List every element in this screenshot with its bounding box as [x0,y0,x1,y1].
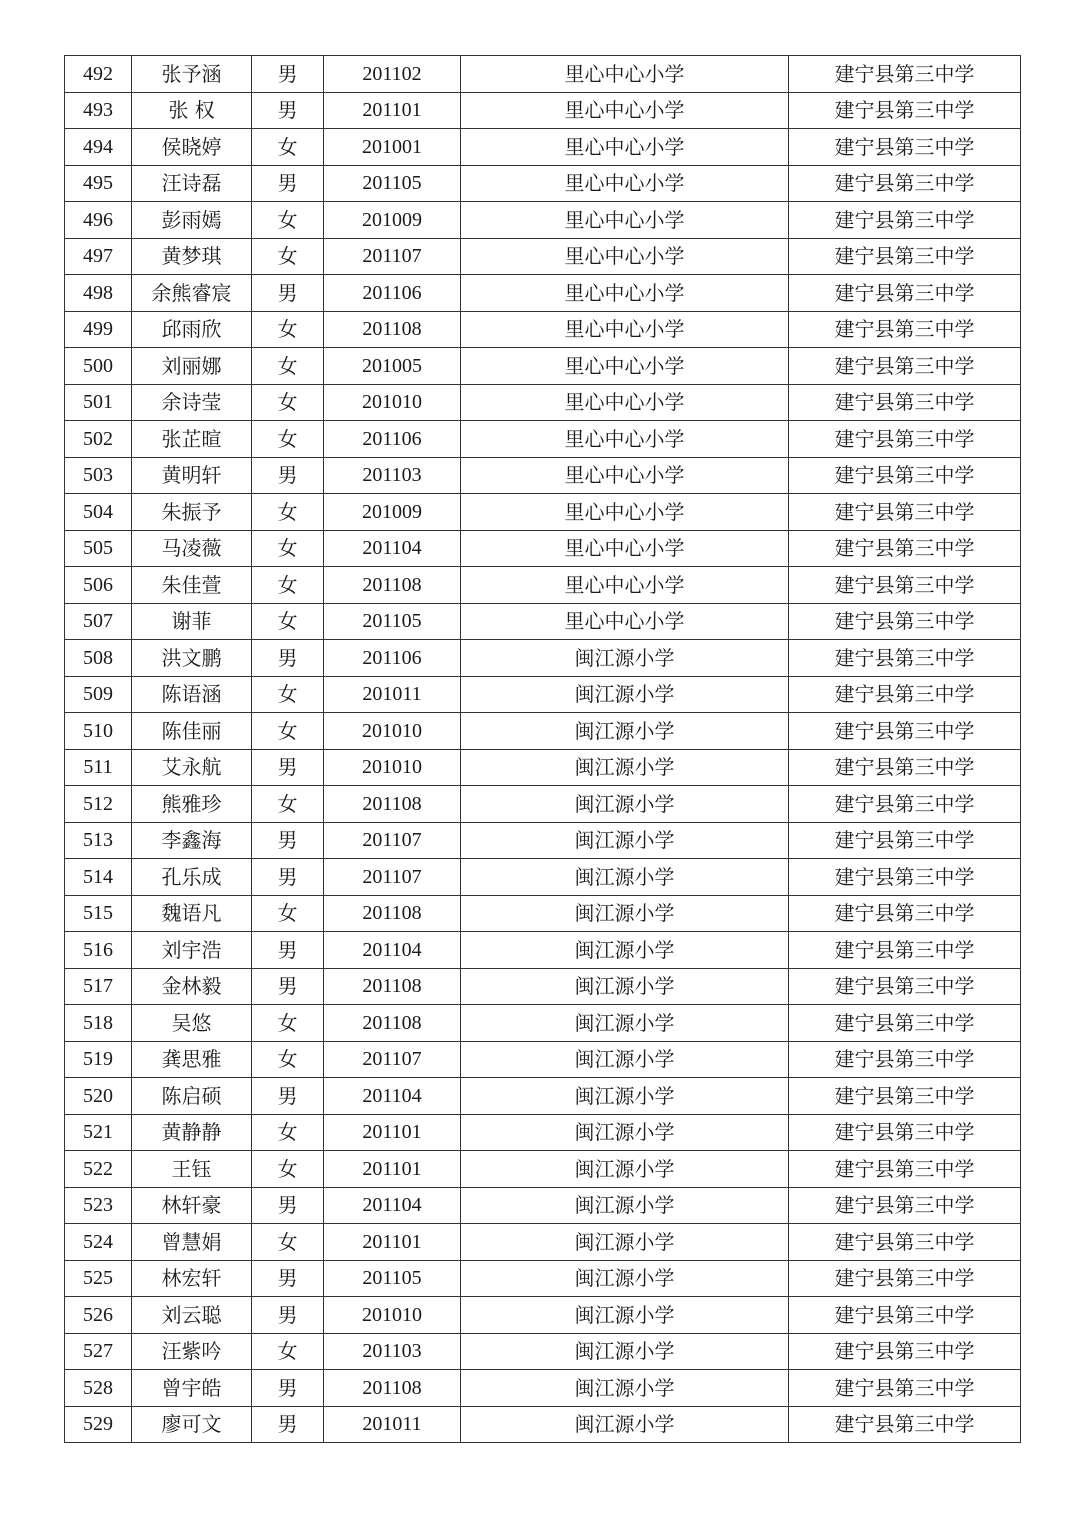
cell-gender: 女 [252,1114,324,1151]
cell-primary-school: 闽江源小学 [461,640,789,677]
cell-number: 499 [65,311,132,348]
cell-middle-school: 建宁县第三中学 [789,1187,1021,1224]
cell-number: 529 [65,1406,132,1443]
cell-middle-school: 建宁县第三中学 [789,494,1021,531]
table-row [65,348,1021,385]
cell-gender: 女 [252,202,324,239]
table-row [65,165,1021,202]
table-row [65,1333,1021,1370]
table-row [65,92,1021,129]
cell-middle-school: 建宁县第三中学 [789,859,1021,896]
cell-primary-school: 里心中心小学 [461,165,789,202]
cell-name: 余熊睿宸 [132,275,252,312]
cell-primary-school: 闽江源小学 [461,1078,789,1115]
cell-primary-school: 闽江源小学 [461,1224,789,1261]
cell-primary-school: 里心中心小学 [461,421,789,458]
table-row [65,932,1021,969]
cell-name: 侯晓婷 [132,129,252,166]
cell-gender: 女 [252,1224,324,1261]
cell-middle-school: 建宁县第三中学 [789,676,1021,713]
table-row [65,384,1021,421]
cell-primary-school: 闽江源小学 [461,968,789,1005]
cell-gender: 男 [252,749,324,786]
student-roster-table [64,55,1021,1443]
cell-birth-month: 201108 [324,567,461,604]
cell-number: 505 [65,530,132,567]
cell-name: 刘宇浩 [132,932,252,969]
cell-primary-school: 里心中心小学 [461,457,789,494]
cell-primary-school: 里心中心小学 [461,92,789,129]
cell-primary-school: 闽江源小学 [461,1041,789,1078]
cell-name: 朱佳萱 [132,567,252,604]
cell-birth-month: 201108 [324,968,461,1005]
cell-gender: 男 [252,968,324,1005]
cell-middle-school: 建宁县第三中学 [789,165,1021,202]
cell-middle-school: 建宁县第三中学 [789,822,1021,859]
cell-name: 林宏轩 [132,1260,252,1297]
cell-name: 洪文鹏 [132,640,252,677]
cell-middle-school: 建宁县第三中学 [789,1297,1021,1334]
table-row [65,494,1021,531]
cell-birth-month: 201103 [324,1333,461,1370]
table-row [65,603,1021,640]
cell-primary-school: 里心中心小学 [461,238,789,275]
table-row [65,1297,1021,1334]
table-row [65,640,1021,677]
cell-gender: 女 [252,530,324,567]
cell-number: 517 [65,968,132,1005]
cell-number: 497 [65,238,132,275]
cell-gender: 女 [252,384,324,421]
cell-birth-month: 201105 [324,165,461,202]
cell-name: 艾永航 [132,749,252,786]
cell-middle-school: 建宁县第三中学 [789,56,1021,93]
cell-gender: 女 [252,129,324,166]
cell-name: 刘丽娜 [132,348,252,385]
table-row [65,311,1021,348]
cell-primary-school: 里心中心小学 [461,129,789,166]
cell-middle-school: 建宁县第三中学 [789,640,1021,677]
cell-name: 龚思雅 [132,1041,252,1078]
cell-primary-school: 闽江源小学 [461,786,789,823]
cell-birth-month: 201010 [324,384,461,421]
cell-primary-school: 闽江源小学 [461,1260,789,1297]
cell-middle-school: 建宁县第三中学 [789,311,1021,348]
cell-birth-month: 201101 [324,1151,461,1188]
cell-primary-school: 闽江源小学 [461,932,789,969]
cell-middle-school: 建宁县第三中学 [789,968,1021,1005]
cell-middle-school: 建宁县第三中学 [789,1224,1021,1261]
cell-middle-school: 建宁县第三中学 [789,457,1021,494]
cell-name: 汪紫吟 [132,1333,252,1370]
cell-middle-school: 建宁县第三中学 [789,348,1021,385]
cell-number: 506 [65,567,132,604]
cell-primary-school: 里心中心小学 [461,494,789,531]
cell-name: 孔乐成 [132,859,252,896]
cell-name: 马凌薇 [132,530,252,567]
cell-primary-school: 闽江源小学 [461,859,789,896]
cell-primary-school: 里心中心小学 [461,311,789,348]
cell-name: 林轩豪 [132,1187,252,1224]
cell-primary-school: 闽江源小学 [461,1187,789,1224]
cell-number: 527 [65,1333,132,1370]
cell-primary-school: 里心中心小学 [461,202,789,239]
table-row [65,1224,1021,1261]
cell-birth-month: 201104 [324,932,461,969]
cell-gender: 男 [252,165,324,202]
table-row [65,1406,1021,1443]
cell-number: 507 [65,603,132,640]
cell-middle-school: 建宁县第三中学 [789,895,1021,932]
cell-gender: 女 [252,348,324,385]
cell-number: 498 [65,275,132,312]
cell-middle-school: 建宁县第三中学 [789,530,1021,567]
cell-gender: 男 [252,932,324,969]
cell-middle-school: 建宁县第三中学 [789,1078,1021,1115]
cell-primary-school: 闽江源小学 [461,749,789,786]
cell-number: 513 [65,822,132,859]
cell-name: 陈启硕 [132,1078,252,1115]
cell-birth-month: 201106 [324,421,461,458]
table-row [65,786,1021,823]
cell-name: 廖可文 [132,1406,252,1443]
table-row [65,1187,1021,1224]
cell-gender: 男 [252,1406,324,1443]
cell-birth-month: 201010 [324,749,461,786]
cell-middle-school: 建宁县第三中学 [789,1370,1021,1407]
cell-primary-school: 闽江源小学 [461,1151,789,1188]
table-row [65,1260,1021,1297]
cell-name: 张 权 [132,92,252,129]
cell-birth-month: 201104 [324,1078,461,1115]
cell-number: 503 [65,457,132,494]
table-row [65,1151,1021,1188]
cell-primary-school: 里心中心小学 [461,384,789,421]
cell-birth-month: 201107 [324,822,461,859]
cell-gender: 男 [252,1370,324,1407]
cell-primary-school: 闽江源小学 [461,1005,789,1042]
cell-primary-school: 里心中心小学 [461,56,789,93]
table-row [65,749,1021,786]
cell-middle-school: 建宁县第三中学 [789,932,1021,969]
cell-primary-school: 闽江源小学 [461,676,789,713]
cell-gender: 男 [252,1260,324,1297]
cell-birth-month: 201107 [324,859,461,896]
table-row [65,713,1021,750]
cell-birth-month: 201104 [324,1187,461,1224]
cell-name: 魏语凡 [132,895,252,932]
table-row [65,129,1021,166]
cell-number: 495 [65,165,132,202]
table-row [65,895,1021,932]
table-row [65,238,1021,275]
table-row [65,1041,1021,1078]
cell-number: 500 [65,348,132,385]
table-row [65,530,1021,567]
cell-name: 刘云聪 [132,1297,252,1334]
cell-number: 528 [65,1370,132,1407]
cell-birth-month: 201009 [324,494,461,531]
table-row [65,1114,1021,1151]
cell-gender: 男 [252,1297,324,1334]
cell-name: 黄梦琪 [132,238,252,275]
cell-number: 526 [65,1297,132,1334]
cell-gender: 女 [252,494,324,531]
cell-birth-month: 201105 [324,603,461,640]
cell-number: 504 [65,494,132,531]
cell-gender: 男 [252,1187,324,1224]
cell-primary-school: 闽江源小学 [461,895,789,932]
cell-gender: 男 [252,1078,324,1115]
cell-number: 492 [65,56,132,93]
cell-number: 510 [65,713,132,750]
cell-number: 520 [65,1078,132,1115]
cell-name: 李鑫海 [132,822,252,859]
cell-birth-month: 201106 [324,640,461,677]
cell-primary-school: 里心中心小学 [461,603,789,640]
cell-birth-month: 201101 [324,1224,461,1261]
cell-middle-school: 建宁县第三中学 [789,749,1021,786]
cell-gender: 女 [252,1041,324,1078]
cell-name: 王钰 [132,1151,252,1188]
cell-primary-school: 闽江源小学 [461,1297,789,1334]
cell-gender: 男 [252,92,324,129]
cell-name: 黄静静 [132,1114,252,1151]
cell-primary-school: 里心中心小学 [461,567,789,604]
cell-number: 493 [65,92,132,129]
cell-middle-school: 建宁县第三中学 [789,238,1021,275]
table-row [65,676,1021,713]
cell-middle-school: 建宁县第三中学 [789,1114,1021,1151]
cell-birth-month: 201108 [324,1005,461,1042]
cell-middle-school: 建宁县第三中学 [789,1005,1021,1042]
cell-middle-school: 建宁县第三中学 [789,202,1021,239]
table-row [65,1370,1021,1407]
cell-number: 511 [65,749,132,786]
table-row [65,968,1021,1005]
cell-gender: 女 [252,895,324,932]
cell-primary-school: 闽江源小学 [461,713,789,750]
cell-birth-month: 201009 [324,202,461,239]
cell-number: 525 [65,1260,132,1297]
cell-number: 515 [65,895,132,932]
cell-primary-school: 闽江源小学 [461,1370,789,1407]
roster-body [65,56,1021,1443]
cell-birth-month: 201010 [324,1297,461,1334]
cell-number: 516 [65,932,132,969]
table-row [65,202,1021,239]
cell-gender: 男 [252,457,324,494]
cell-birth-month: 201104 [324,530,461,567]
cell-gender: 女 [252,1333,324,1370]
cell-gender: 女 [252,311,324,348]
cell-middle-school: 建宁县第三中学 [789,384,1021,421]
cell-gender: 女 [252,567,324,604]
cell-name: 邱雨欣 [132,311,252,348]
table-row [65,567,1021,604]
cell-name: 陈佳丽 [132,713,252,750]
table-row [65,1005,1021,1042]
cell-number: 501 [65,384,132,421]
cell-number: 524 [65,1224,132,1261]
cell-primary-school: 里心中心小学 [461,348,789,385]
cell-middle-school: 建宁县第三中学 [789,567,1021,604]
cell-gender: 女 [252,1005,324,1042]
cell-birth-month: 201108 [324,311,461,348]
cell-name: 曾宇皓 [132,1370,252,1407]
cell-birth-month: 201108 [324,786,461,823]
cell-birth-month: 201103 [324,457,461,494]
cell-middle-school: 建宁县第三中学 [789,92,1021,129]
cell-number: 521 [65,1114,132,1151]
cell-number: 522 [65,1151,132,1188]
cell-name: 黄明轩 [132,457,252,494]
cell-birth-month: 201011 [324,1406,461,1443]
cell-primary-school: 闽江源小学 [461,822,789,859]
cell-middle-school: 建宁县第三中学 [789,1260,1021,1297]
cell-number: 512 [65,786,132,823]
cell-number: 502 [65,421,132,458]
cell-primary-school: 里心中心小学 [461,530,789,567]
cell-gender: 男 [252,56,324,93]
table-row [65,859,1021,896]
cell-name: 熊雅珍 [132,786,252,823]
cell-name: 张予涵 [132,56,252,93]
cell-name: 余诗莹 [132,384,252,421]
cell-birth-month: 201106 [324,275,461,312]
cell-middle-school: 建宁县第三中学 [789,1151,1021,1188]
cell-gender: 男 [252,822,324,859]
cell-middle-school: 建宁县第三中学 [789,786,1021,823]
cell-middle-school: 建宁县第三中学 [789,129,1021,166]
cell-number: 509 [65,676,132,713]
cell-primary-school: 闽江源小学 [461,1406,789,1443]
cell-name: 金林毅 [132,968,252,1005]
cell-gender: 女 [252,1151,324,1188]
cell-birth-month: 201101 [324,1114,461,1151]
cell-birth-month: 201105 [324,1260,461,1297]
cell-middle-school: 建宁县第三中学 [789,421,1021,458]
cell-middle-school: 建宁县第三中学 [789,275,1021,312]
cell-gender: 男 [252,859,324,896]
cell-name: 彭雨嫣 [132,202,252,239]
cell-gender: 女 [252,786,324,823]
cell-birth-month: 201011 [324,676,461,713]
cell-birth-month: 201107 [324,238,461,275]
cell-gender: 男 [252,640,324,677]
cell-middle-school: 建宁县第三中学 [789,603,1021,640]
cell-name: 陈语涵 [132,676,252,713]
cell-middle-school: 建宁县第三中学 [789,1406,1021,1443]
cell-number: 496 [65,202,132,239]
cell-name: 朱振予 [132,494,252,531]
cell-gender: 女 [252,603,324,640]
cell-middle-school: 建宁县第三中学 [789,1333,1021,1370]
cell-name: 汪诗磊 [132,165,252,202]
cell-number: 514 [65,859,132,896]
cell-gender: 女 [252,713,324,750]
cell-name: 张芷暄 [132,421,252,458]
cell-number: 523 [65,1187,132,1224]
cell-birth-month: 201001 [324,129,461,166]
table-row [65,56,1021,93]
cell-number: 519 [65,1041,132,1078]
cell-gender: 女 [252,421,324,458]
cell-middle-school: 建宁县第三中学 [789,713,1021,750]
cell-birth-month: 201108 [324,1370,461,1407]
table-row [65,822,1021,859]
cell-birth-month: 201010 [324,713,461,750]
cell-birth-month: 201108 [324,895,461,932]
cell-middle-school: 建宁县第三中学 [789,1041,1021,1078]
cell-number: 494 [65,129,132,166]
cell-primary-school: 闽江源小学 [461,1114,789,1151]
cell-gender: 男 [252,275,324,312]
cell-birth-month: 201107 [324,1041,461,1078]
cell-gender: 女 [252,676,324,713]
table-row [65,421,1021,458]
cell-name: 吴悠 [132,1005,252,1042]
table-row [65,457,1021,494]
cell-name: 曾慧娟 [132,1224,252,1261]
cell-number: 508 [65,640,132,677]
cell-gender: 女 [252,238,324,275]
table-row [65,1078,1021,1115]
cell-primary-school: 闽江源小学 [461,1333,789,1370]
cell-birth-month: 201005 [324,348,461,385]
table-row [65,275,1021,312]
cell-primary-school: 里心中心小学 [461,275,789,312]
cell-birth-month: 201101 [324,92,461,129]
cell-birth-month: 201102 [324,56,461,93]
cell-number: 518 [65,1005,132,1042]
cell-name: 谢菲 [132,603,252,640]
